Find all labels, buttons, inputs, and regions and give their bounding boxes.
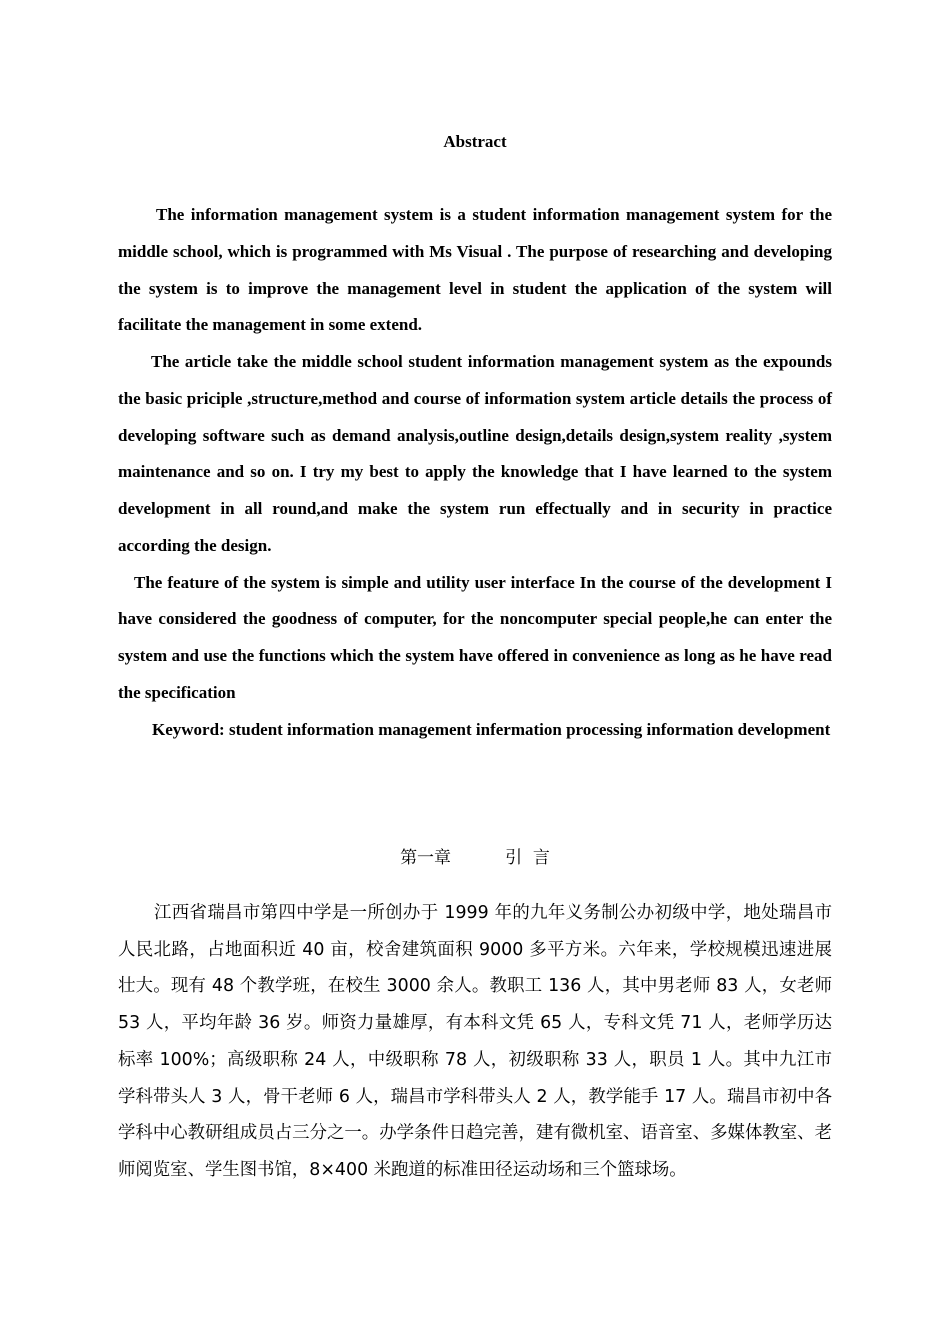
abstract-title: Abstract — [443, 132, 507, 151]
chapter-paragraph-1: 江西省瑞昌市第四中学是一所创办于 1999 年的九年义务制公办初级中学，地处瑞昌市人民北路，占地面积近 40 亩，校舍建筑面积 9000 多平方米。六年来，学校规模迅速进展壮大。现有 48 个教学班，在校生 3000 余人。教职工 136 人，其中男老师 83 人，女老师 53 人，平均年龄 36 岁。师资力量雄厚，有本科文凭 65 人，专科文凭 71 人，老师学历达标率 100%；高级职称 24 人，中级职称 78 人，初级职称 33 人，职员 1 人。其中九江市学科带头人 3 人，骨干老师 6 人，瑞昌市学科带头人 2 人，教学能手 17 人。瑞昌市初中各学科中心教研组成员占三分之一。办学条件日趋完善，建有微机室、语音室、多媒体教室、老师阅览室、学生图书馆，8×400 米跑道的标准田径运动场和三个篮球场。 — [118, 903, 832, 1180]
chapter-body — [118, 895, 832, 1189]
abstract-paragraph-3: The feature of the system is simple and utility user interface In the course of the development I have considered the goodness of computer, for the noncomputer special people,he can enter the system and use the functions which the system have offered in convenience as long as he have read the specification — [118, 572, 832, 702]
chapter-title: 第一章 引 言 — [400, 848, 550, 868]
keywords-paragraph: Keyword: student information management infermation processing information development — [152, 719, 831, 739]
abstract-paragraph-2: The article take the middle school student information management system as the expounds the basic priciple ,structure,method and course of information system article details the process of developing software such as demand analysis,outline design,details design,system reality ,system maintenance and so on. I try my best to apply the knowledge that I have learned to the system development in all round,and make the system run effectually and in security in practice according the design. — [118, 352, 832, 555]
abstract-body — [118, 197, 832, 748]
document-page — [118, 0, 832, 1344]
abstract-paragraph-1: The information management system is a student information management system for the middle school, which is programmed with Ms Visual . The purpose of researching and developing the system is to improve the management level in student the application of the system will facilitate the management in some extend. — [118, 205, 832, 335]
